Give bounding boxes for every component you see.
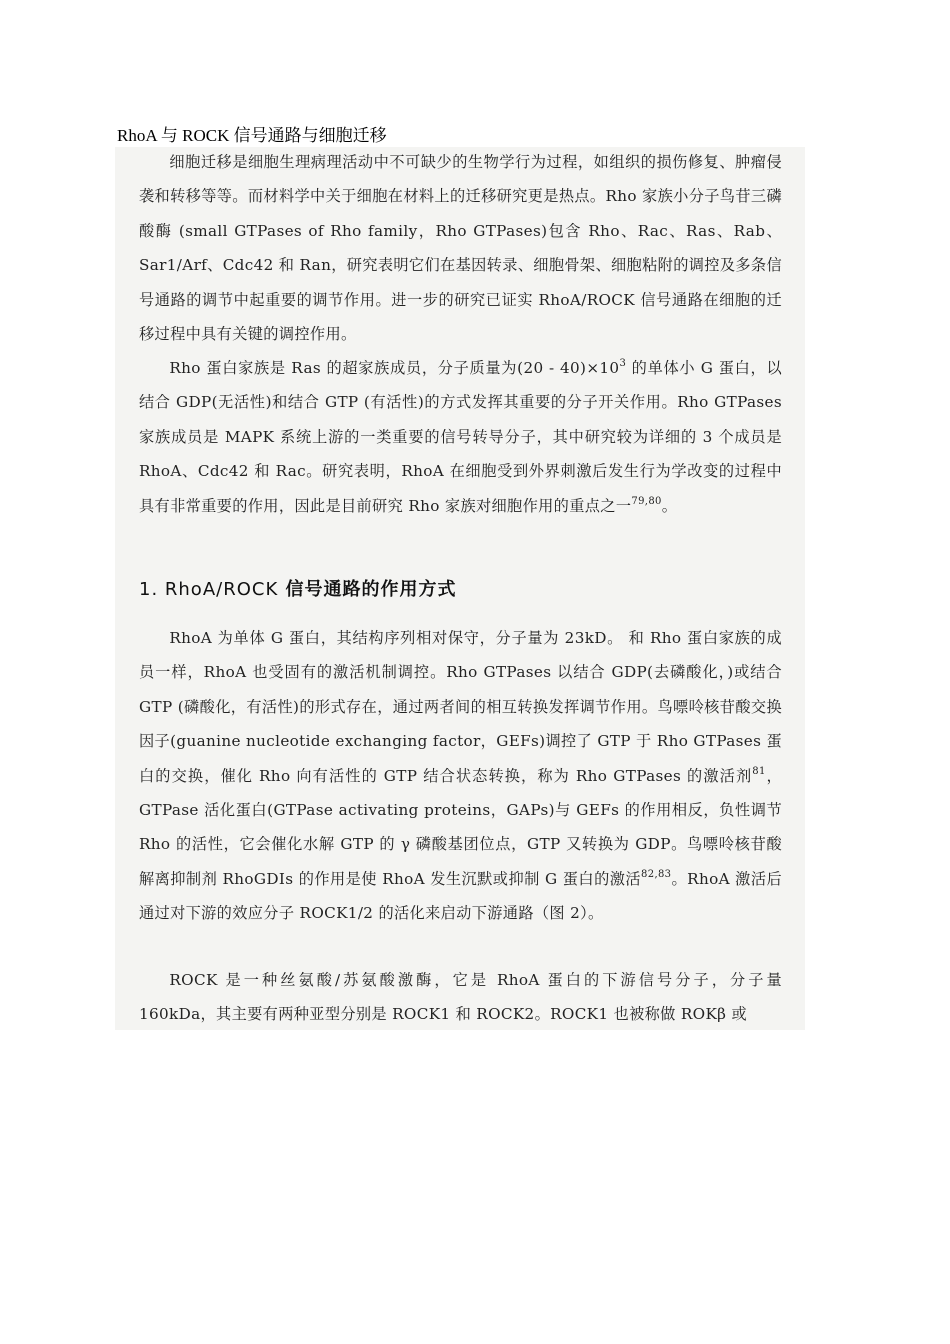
section-heading-text: 信号通路的作用方式: [278, 579, 457, 600]
citation-ref: 82,83: [641, 868, 672, 880]
document-title: RhoA 与 ROCK 信号通路与细胞迁移: [117, 126, 387, 145]
paragraph-rho-family-text-a: Rho 蛋白家族是 Ras 的超家族成员，分子质量为(20 - 40)×10: [169, 359, 620, 377]
paragraph-rhoa-text-c: 。RhoA 激活后通过对下游的效应分子 ROCK1/2 的活化来启动下游通路（图 2）。: [139, 869, 782, 923]
paragraph-intro: 细胞迁移是细胞生理病理活动中不可缺少的生物学行为过程，如组织的损伤修复、肿瘤侵袭和转移等等。而材料学中关于细胞在材料上的迁移研究更是热点。Rho 家族小分子鸟苷三磷酸酶 (small GTPases of Rho family，Rho GTPases)包含 Rho、Rac、Ras、Rab、Sar1/Arf、Cdc42 和 Ran，研究表明它们在基因转录、细胞骨架、细胞粘附的调控及多条信号通路的调节中起重要的调节作用。进一步的研究已证实 RhoA/ROCK 信号通路在细胞的迁移过程中具有关键的调控作用。: [139, 153, 782, 344]
paragraph-rhoa-text-b: ，GTPase 活化蛋白(GTPase activating proteins，GAPs)与 GEFs 的作用相反，负性调节 Rho 的活性，它会催化水解 GTP 的 γ 磷酸基团位点，GTP 又转换为 GDP。鸟嘌呤核苷酸解离抑制剂 RhoGDIs 的作用是使 RhoA 发生沉默或抑制 G 蛋白的激活: [139, 766, 782, 888]
citation-ref: 79,80: [631, 495, 662, 507]
citation-ref: 81: [752, 765, 766, 777]
scanned-text-block: [115, 147, 805, 1030]
paragraph-rock: ROCK 是一种丝氨酸/苏氨酸激酶，它是 RhoA 蛋白的下游信号分子，分子量 160kDa，其主要有两种亚型分别是 ROCK1 和 ROCK2。ROCK1 也被称做 ROKβ 或: [139, 971, 782, 1024]
paragraph-rho-family: [139, 351, 782, 523]
paragraph-rho-family-text-b: 的单体小 G 蛋白，以结合 GDP(无活性)和结合 GTP (有活性)的方式发挥其重要的分子开关作用。Rho GTPases 家族成员是 MAPK 系统上游的一类重要的信号转导分子，其中研究较为详细的 3 个成员是 RhoA、Cdc42 和 Rac。研究表明，RhoA 在细胞受到外界刺激后发生行为学改变的过程中具有非常重要的作用，因此是目前研究 Rho 家族对细胞作用的重点之一: [139, 359, 782, 515]
paragraph-rho-family-end: 。: [661, 496, 678, 515]
section-heading-1: [139, 575, 457, 601]
paragraph-rhoa-mechanism: [139, 621, 782, 931]
section-heading-number: 1. RhoA/ROCK: [139, 579, 279, 600]
paragraph-rhoa-text-a: RhoA 为单体 G 蛋白，其结构序列相对保守，分子量为 23kD。 和 Rho 蛋白家族的成员一样，RhoA 也受固有的激活机制调控。Rho GTPases 以结合 GDP(去磷酸化，)或结合 GTP (磷酸化，有活性)的形式存在，通过两者间的相互转换发挥调节作用。鸟嘌呤核苷酸交换因子(guanine nucleotide exchanging factor，GEFs)调控了 GTP 于 Rho GTPases 蛋白的交换，催化 Rho 向有活性的 GTP 结合状态转换，称为 Rho GTPases 的激活剂: [139, 629, 782, 785]
superscript-exponent: 3: [619, 358, 627, 369]
